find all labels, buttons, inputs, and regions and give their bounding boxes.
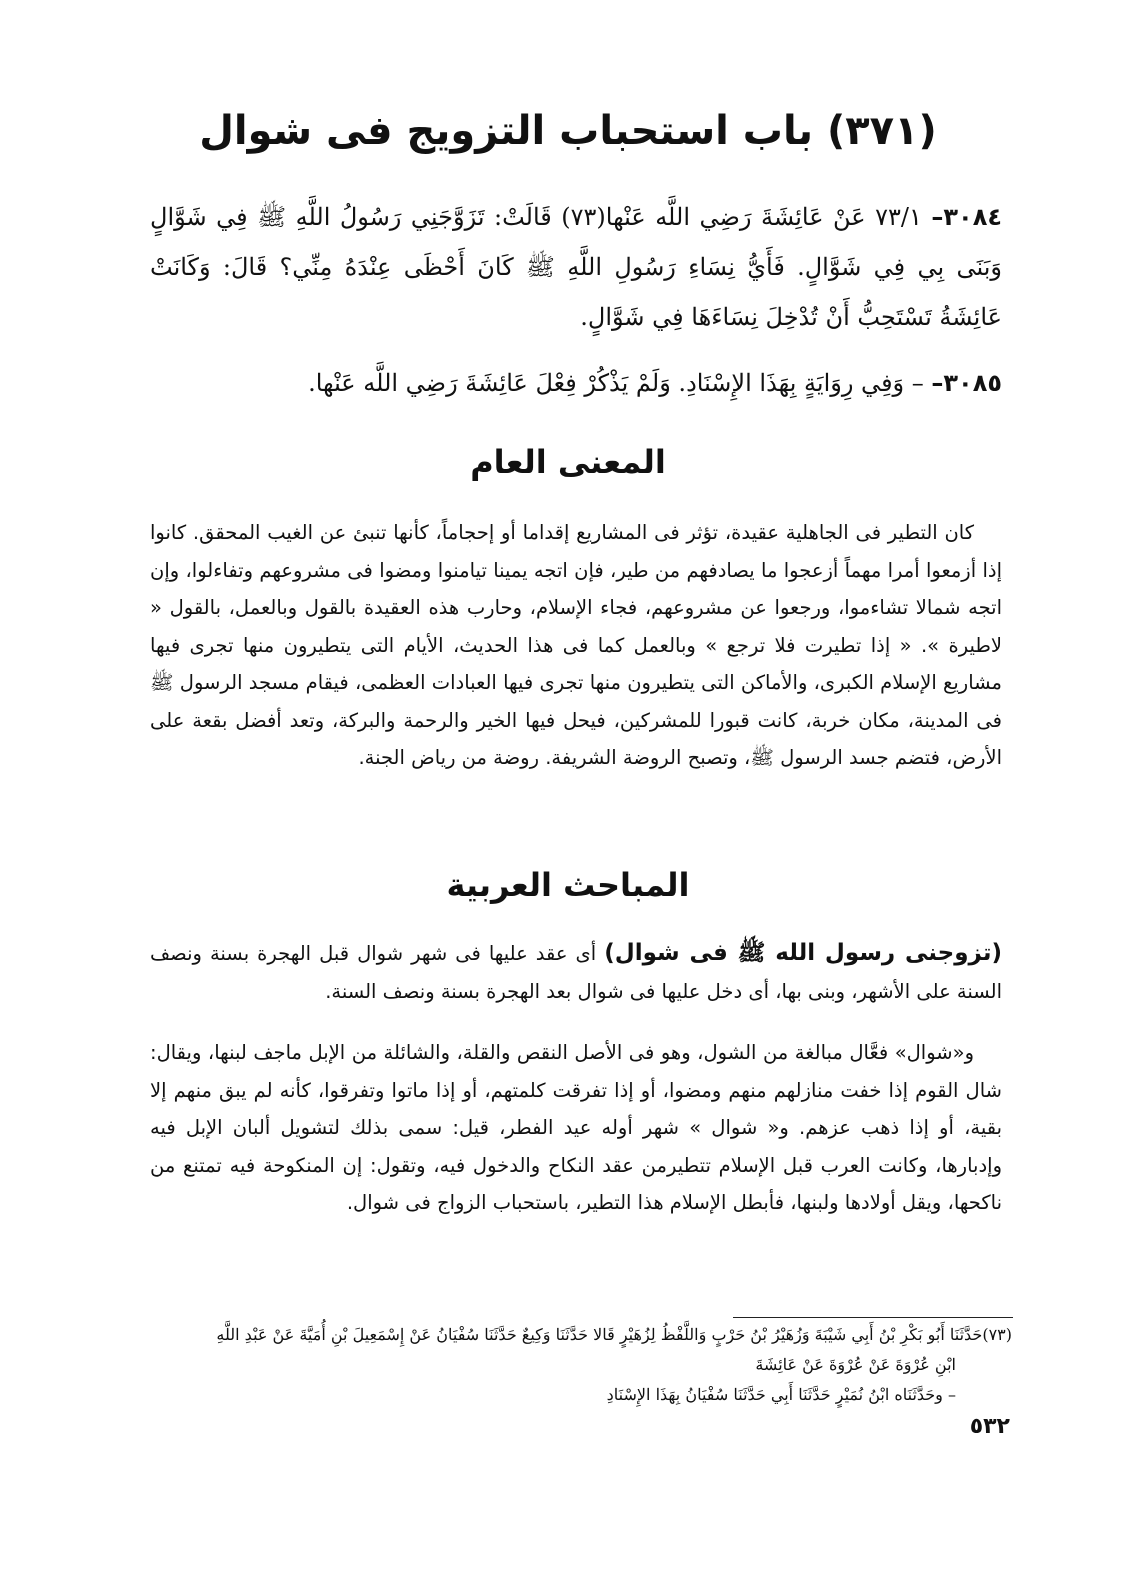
arabic-studies-paragraph-1 (150, 935, 1002, 1010)
chapter-title: (٣٧١) باب استحباب التزويج فى شوال (199, 108, 937, 154)
lemma-phrase: (تزوجنى رسول الله ﷺ فى شوال) (604, 940, 1002, 966)
footnote-divider (733, 1317, 1013, 1318)
section-heading-arabic-studies: المباحث العربية (446, 866, 690, 904)
hadith-text: ٧٣/١ عَنْ عَائِشَةَ رَضِي اللَّه عَنْها(٧٣) قَالَتْ: تَزَوَّجَنِي رَسُولُ اللَّهِ ﷺ فِي شَوَّالٍ وَبَنَى بِي فِي شَوَّالٍ. فَأَيُّ نِسَاءِ رَسُولِ اللَّهِ ﷺ كَانَ أَحْظَى عِنْدَهُ مِنِّي؟ قَالَ: وَكَانَتْ عَائِشَةُ تَسْتَحِبُّ أَنْ تُدْخِلَ نِسَاءَهَا فِي شَوَّالٍ. (150, 203, 1002, 331)
hadith-text: – وَفِي رِوَايَةٍ بِهَذَا الإِسْنَادِ. وَلَمْ يَذْكُرْ فِعْلَ عَائِشَةَ رَضِي اللَّه عَنْها. (308, 369, 924, 397)
hadith-number: ٣٠٨٤– (931, 203, 1002, 231)
lemma-explanation: أى عقد عليها فى شهر شوال قبل الهجرة بسنة ونصف السنة على الأشهر، وبنى بها، أى دخل عليها فى شوال بعد الهجرة بسنة ونصف السنة. (150, 942, 1002, 1003)
footnotes (150, 1320, 1012, 1410)
arabic-studies-paragraph-2: و«شوال» فعَّال مبالغة من الشول، وهو فى الأصل النقص والقلة، والشائلة من الإبل ماجف لبنها، ويقال: شال القوم إذا خفت منازلهم منهم ومضوا، أو إذا تفرقت كلمتهم، أو إذا ماتوا وتفرقوا، كأنه لم يبق منهم إلا بقية، أو إذا ذهب عزهم. و« شوال » شهر أوله عيد الفطر، قيل: سمى بذلك لتشويل ألبان الإبل فيه وإدبارها، وكانت العرب قبل الإسلام تتطيرمن عقد النكاح والدخول فيه، وتقول: إن المنكوحة فيه تمتنع من ناكحها، ويقل أولادها ولبنها، فأبطل الإسلام هذا التطير، باستحباب الزواج فى شوال. (150, 1041, 1002, 1214)
footnote-line: (٧٣)حَدَّثَنَا أَبُو بَكْرِ بْنُ أَبِي شَيْبَةَ وَزُهَيْرُ بْنُ حَرْبٍ وَاللَّفْظُ لِزُهَيْرٍ قَالا حَدَّثَنَا وَكِيعٌ حَدَّثَنَا سُفْيَانُ عَنْ إِسْمَعِيلَ بْنِ أُمَيَّةَ عَنْ عَبْدِ اللَّهِ (216, 1325, 1012, 1344)
section-heading-general-meaning: المعنى العام (470, 443, 666, 481)
footnote-line: ابْنِ عُرْوَةَ عَنْ عُرْوَةَ عَنْ عَائِشَةَ (755, 1355, 956, 1374)
page-number: ٥٣٢ (969, 1414, 1010, 1439)
hadith-number: ٣٠٨٥– (931, 369, 1002, 397)
general-meaning-paragraph: كان التطير فى الجاهلية عقيدة، تؤثر فى المشاريع إقداما أو إحجاماً، كأنها تنبئ عن الغيب المحقق. كانوا إذا أزمعوا أمرا مهماً أزعجوا ما يصادفهم من طير، فإن اتجه يمينا تيامنوا ومضوا فى مشروعهم وتفاءلوا، وإن اتجه شمالا تشاءموا، ورجعوا عن مشروعهم، فجاء الإسلام، وحارب هذه العقيدة بالقول وبالعمل، بالقول « لاطيرة ». « إذا تطيرت فلا ترجع » وبالعمل كما فى هذا الحديث، الأيام التى يتطيرون منها تجرى فيها مشاريع الإسلام الكبرى، والأماكن التى يتطيرون منها تجرى فيها العبادات العظمى، فيقام مسجد الرسول ﷺ فى المدينة، مكان خربة، كانت قبورا للمشركين، فيحل فيها الخير والرحمة والبركة، وتعد أفضل بقعة على الأرض، فتضم جسد الرسول ﷺ، وتصبح الروضة الشريفة. روضة من رياض الجنة. (150, 521, 1002, 769)
footnote-line: – وحَدَّثَنَاه ابْنُ نُمَيْرٍ حَدَّثَنَا أَبِي حَدَّثَنَا سُفْيَانُ بِهَذَا الإِسْنَادِ (606, 1385, 956, 1404)
hadith-3084 (150, 192, 1002, 342)
hadith-3085 (150, 358, 1002, 408)
